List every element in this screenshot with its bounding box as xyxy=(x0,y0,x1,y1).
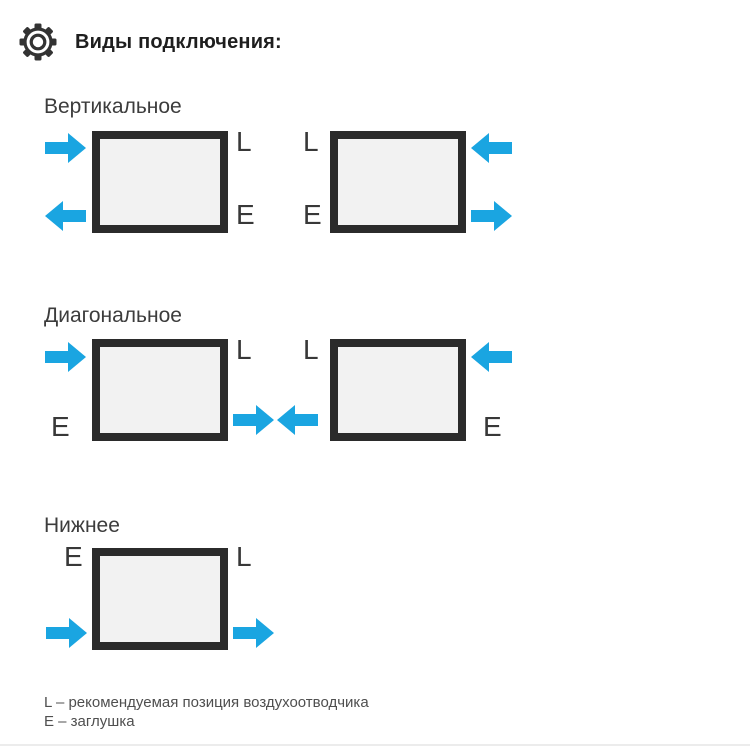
page-title: Виды подключения: xyxy=(75,31,282,53)
flow-arrow-right-icon xyxy=(233,618,274,648)
flow-arrow-left-icon xyxy=(471,342,512,372)
section-title: Вертикальное xyxy=(44,95,182,118)
plug-label-e: E xyxy=(483,411,502,442)
radiator-box xyxy=(92,131,228,233)
valve-label-l: L xyxy=(236,126,252,157)
plug-label-e: E xyxy=(64,541,83,572)
valve-label-l: L xyxy=(236,334,252,365)
plug-label-e: E xyxy=(303,199,322,230)
flow-arrow-right-icon xyxy=(233,405,274,435)
plug-label-e: E xyxy=(51,411,70,442)
radiator-box xyxy=(330,339,466,441)
flow-arrow-right-icon xyxy=(471,201,512,231)
flow-arrow-right-icon xyxy=(45,342,86,372)
flow-arrow-right-icon xyxy=(45,133,86,163)
legend-line-e: E – заглушка xyxy=(44,713,135,730)
valve-label-l: L xyxy=(303,334,319,365)
flow-arrow-left-icon xyxy=(277,405,318,435)
legend-line-l: L – рекомендуемая позиция воздухоотводчика xyxy=(44,694,369,711)
gear-icon xyxy=(18,22,58,62)
flow-arrow-left-icon xyxy=(45,201,86,231)
plug-label-e: E xyxy=(236,199,255,230)
valve-label-l: L xyxy=(303,126,319,157)
section-title: Диагональное xyxy=(44,304,182,327)
valve-label-l: L xyxy=(236,541,252,572)
radiator-box xyxy=(330,131,466,233)
legend xyxy=(44,693,369,731)
radiator-box xyxy=(92,339,228,441)
flow-arrow-right-icon xyxy=(46,618,87,648)
radiator-box xyxy=(92,548,228,650)
flow-arrow-left-icon xyxy=(471,133,512,163)
bottom-divider xyxy=(0,744,750,746)
section-title: Нижнее xyxy=(44,514,120,537)
